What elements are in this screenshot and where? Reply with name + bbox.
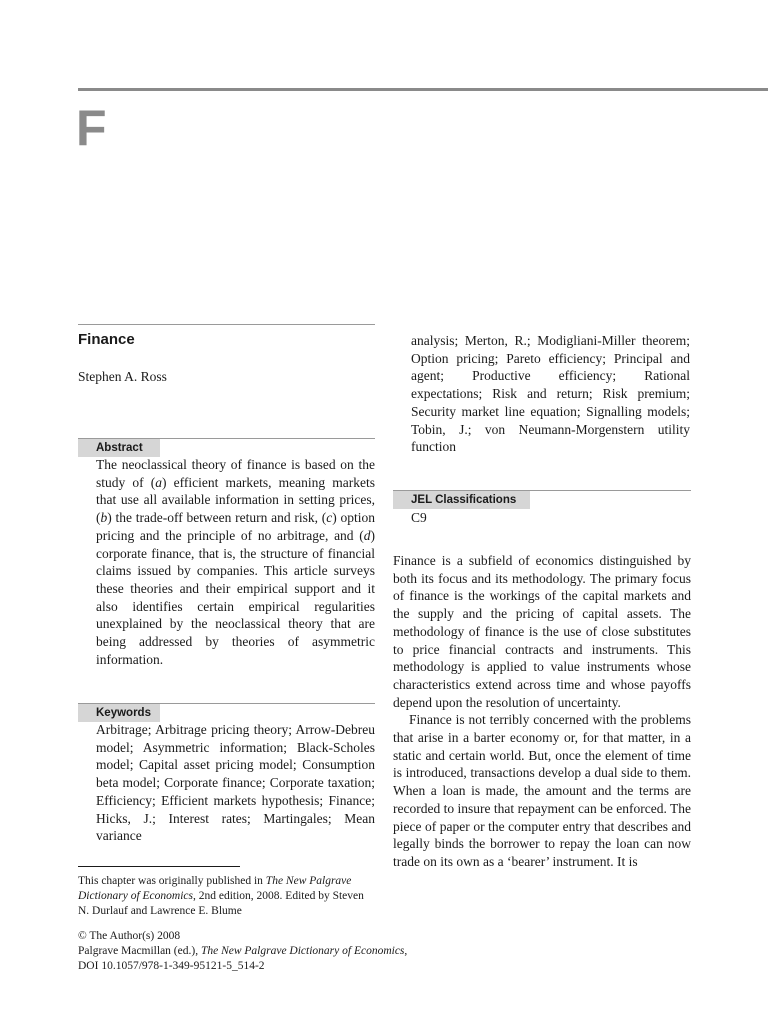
jel-code: C9 (411, 510, 427, 525)
keywords-text: Arbitrage; Arbitrage pricing theory; Arrow-Debreu model; Asymmetric information; Black-Scholes model; Capital asset pricing model; Consumption beta model; Corporate finance; Corporate taxation; Efficiency; Efficient markets hypothesis; Finance; Hicks, J.; Interest rates; Martingales; Mean variance (96, 722, 375, 844)
article-title: Finance (78, 331, 135, 348)
copyright-block (78, 929, 458, 974)
chapter-header-rule (78, 88, 768, 91)
body-paragraph-2: Finance is not terribly concerned with the problems that arise in a barter economy or, for that matter, in a static and certain world. But, once the element of time is introduced, transactions develop a dual side to them. When a loan is made, the amount and the terms are recorded to insure that repayment can be enforced. The piece of paper or the computer entry that describes and legally binds the borrower to repay the loan can now trade on its own as a ‘bearer’ instrument. It is (393, 712, 691, 869)
article-author: Stephen A. Ross (78, 369, 167, 384)
chapter-letter: F (76, 100, 107, 156)
jel-label: JEL Classifications (393, 491, 530, 509)
citation-book-title: The New Palgrave Dictionary of Economics (200, 945, 405, 957)
abstract-text: The neoclassical theory of finance is based on the study of (a) efficient markets, meaning markets that use all available information in setting prices, (b) the trade-off between return and risk, (c) option pricing and the principle of no arbitrage, and (d) corporate finance, that is, the structure of financial claims issued by companies. This article surveys these theories and their empirical support and it also identifies certain empirical regularities unexplained by the neoclassical theory that are being addressed by theories of asymmetric information. (96, 457, 375, 667)
abstract-label: Abstract (78, 439, 160, 457)
doi-line: DOI 10.1057/978-1-349-95121-5_514-2 (78, 960, 265, 972)
copyright-line: © The Author(s) 2008 (78, 930, 181, 942)
footnote: This chapter was originally published in The New Palgrave Dictionary of Economics, 2nd edition, 2008. Edited by Steven N. Durlauf and Lawrence E. Blume (78, 875, 364, 917)
body-paragraph-1: Finance is a subfield of economics distinguished by both its focus and its methodology. The primary focus of finance is the workings of the capital markets and the supply and the pricing of capital assets. The methodology of finance is the use of close substitutes to price financial contracts and instruments. This methodology is applied to value instruments whose characteristics extend across time and whose payoffs depend upon the resolution of uncertainty. (393, 553, 691, 710)
footnote-rule (78, 866, 240, 867)
title-rule (78, 324, 375, 325)
keywords-label: Keywords (78, 704, 160, 722)
citation-line: Palgrave Macmillan (ed.), The New Palgrave Dictionary of Economics, (78, 945, 408, 957)
keywords-text-continued: analysis; Merton, R.; Modigliani-Miller theorem; Option pricing; Pareto efficiency; Principal and agent; Productive efficiency; Rational expectations; Risk and return; Risk premium; Security market line equation; Signalling models; Tobin, J.; von Neumann-Morgenstern utility function (411, 333, 690, 455)
body-text (393, 552, 691, 871)
footnote-book-title: The New Palgrave Dictionary of Economics (78, 875, 352, 902)
